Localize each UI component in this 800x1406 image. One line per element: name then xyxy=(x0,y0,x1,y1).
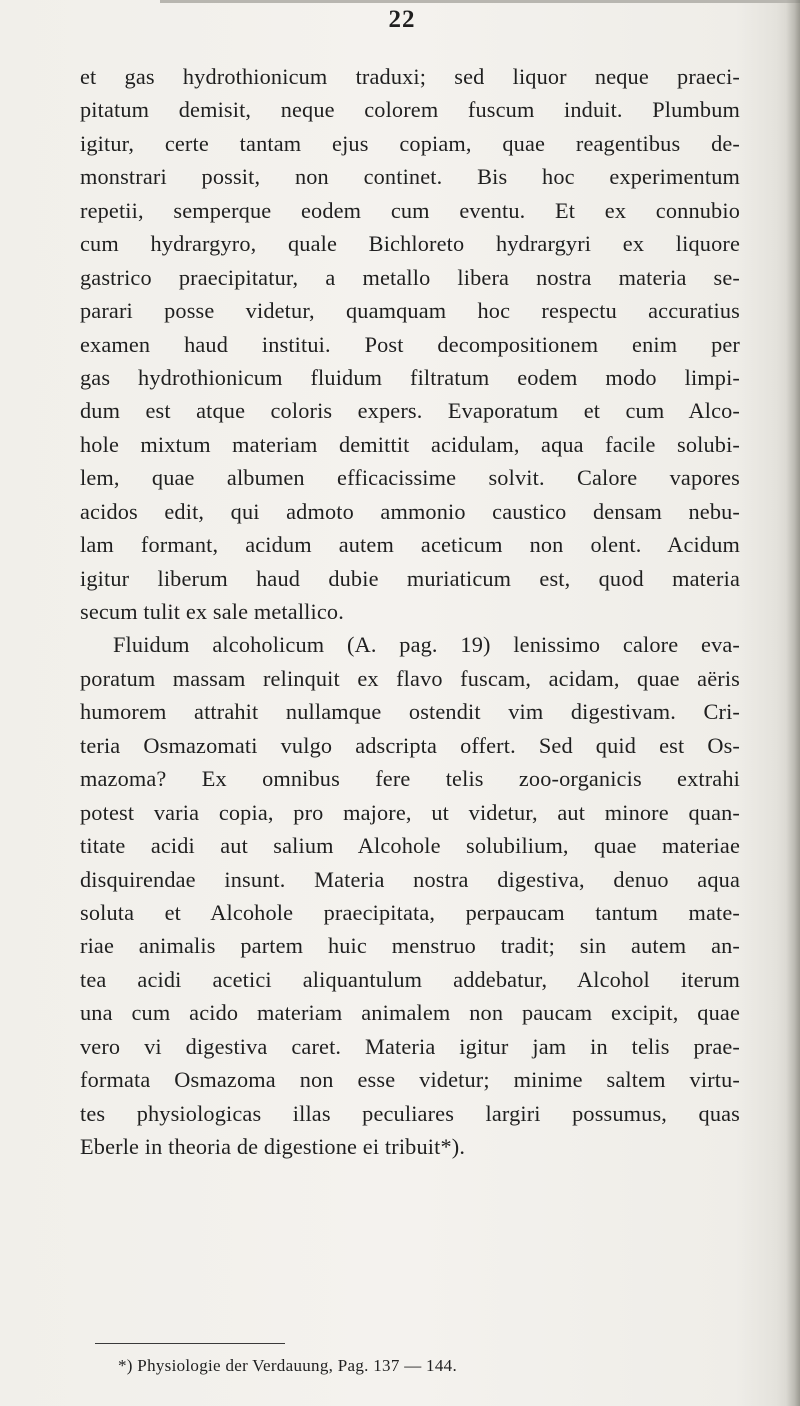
text-line: repetii, semperque eodem cum eventu. Et ex connubio xyxy=(80,197,740,223)
text-line: pitatum demisit, neque colorem fuscum induit. Plumbum xyxy=(80,97,740,123)
text-line: vero vi digestiva caret. Materia igitur jam in telis prae- xyxy=(80,1033,740,1059)
text-line: igitur liberum haud dubie muriaticum est, quod materia xyxy=(80,565,740,591)
page-number: 22 xyxy=(388,6,416,33)
text-line: et gas hydrothionicum traduxi; sed liquor neque praeci- xyxy=(80,64,740,89)
text-line: dum est atque coloris expers. Evaporatum et cum Alco- xyxy=(80,398,740,424)
text-line: mazoma? Ex omnibus fere telis zoo-organicis extrahi xyxy=(80,766,740,792)
text-line: gas hydrothionicum fluidum filtratum eodem modo limpi- xyxy=(80,364,740,390)
text-line: disquirendae insunt. Materia nostra digestiva, denuo aqua xyxy=(80,866,740,892)
page-edge-shadow xyxy=(786,0,800,1406)
body-text xyxy=(80,60,740,1163)
text-line: monstrari possit, non continet. Bis hoc experimentum xyxy=(80,164,740,190)
text-line: hole mixtum materiam demittit acidulam, aqua facile solubi- xyxy=(80,431,740,457)
text-line: teria Osmazomati vulgo adscripta offert. Sed quid est Os- xyxy=(80,732,740,758)
footnote-rule xyxy=(95,1343,285,1344)
text-line: una cum acido materiam animalem non paucam excipit, quae xyxy=(80,1000,740,1026)
text-line: parari posse videtur, quamquam hoc respectu accuratius xyxy=(80,298,740,324)
text-line: Fluidum alcoholicum (A. pag. 19) lenissimo calore eva- xyxy=(113,632,740,658)
text-line: titate acidi aut salium Alcohole solubilium, quae materiae xyxy=(80,833,740,859)
text-line: cum hydrargyro, quale Bichloreto hydrargyri ex liquore xyxy=(80,231,740,257)
footnote: *) Physiologie der Verdauung, Pag. 137 — 144. xyxy=(118,1356,457,1375)
text-line: gastrico praecipitatur, a metallo libera nostra materia se- xyxy=(80,264,740,290)
top-edge-rule xyxy=(160,0,800,3)
text-line: poratum massam relinquit ex flavo fuscam, acidam, quae aëris xyxy=(80,665,740,691)
text-line: tes physiologicas illas peculiares largiri possumus, quas xyxy=(80,1100,740,1126)
text-line: humorem attrahit nullamque ostendit vim digestivam. Cri- xyxy=(80,699,740,725)
text-line: formata Osmazoma non esse videtur; minime saltem virtu- xyxy=(80,1067,740,1093)
text-line: tea acidi acetici aliquantulum addebatur, Alcohol iterum xyxy=(80,966,740,992)
text-line: potest varia copia, pro majore, ut videtur, aut minore quan- xyxy=(80,799,740,825)
text-line: soluta et Alcohole praecipitata, perpaucam tantum mate- xyxy=(80,899,740,925)
text-line: igitur, certe tantam ejus copiam, quae reagentibus de- xyxy=(80,130,740,156)
text-line: Eberle in theoria de digestione ei tribuit*). xyxy=(80,1134,466,1159)
text-line: acidos edit, qui admoto ammonio caustico densam nebu- xyxy=(80,498,740,524)
text-line: secum tulit ex sale metallico. xyxy=(80,599,344,624)
text-line: examen haud institui. Post decompositionem enim per xyxy=(80,331,740,357)
text-line: lam formant, acidum autem aceticum non olent. Acidum xyxy=(80,532,740,558)
text-line: riae animalis partem huic menstruo tradit; sin autem an- xyxy=(80,933,740,959)
text-line: lem, quae albumen efficacissime solvit. Calore vapores xyxy=(80,465,740,491)
